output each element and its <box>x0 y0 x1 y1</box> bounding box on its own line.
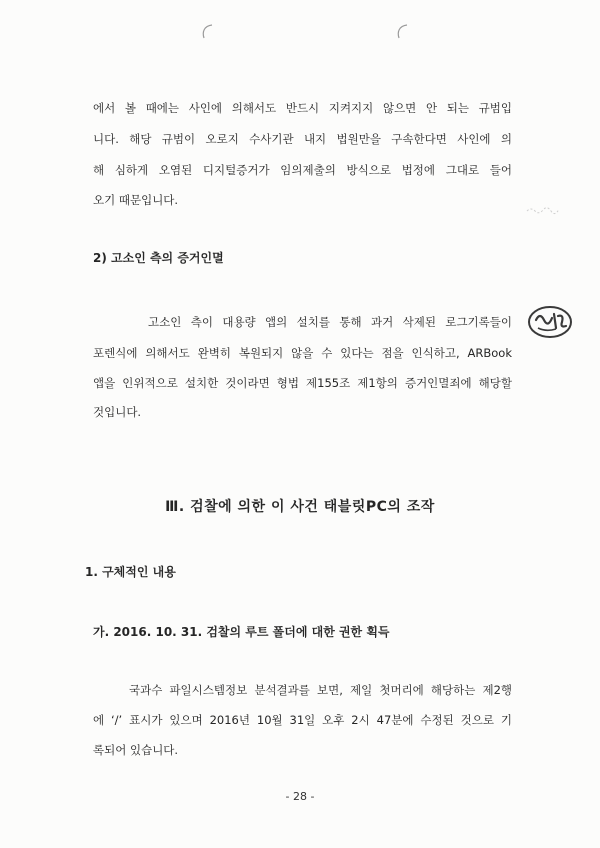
paragraph-3-line-2: 에 ‘/’ 표시가 있으며 2016년 10월 31일 오후 2시 47분에 수정된 것으로 기 <box>93 713 512 727</box>
paragraph-1-line-1: 에서 볼 때에는 사인에 의해서도 반드시 지켜지지 않으면 안 되는 규범입 <box>93 101 512 115</box>
item-title: 가. 2016. 10. 31. 검찰의 루트 폴더에 대한 권한 획득 <box>93 625 390 639</box>
punch-hole-mark-icon <box>393 22 413 42</box>
paragraph-1-line-3: 해 심하게 오염된 디지털증거가 임의제출의 방식으로 법정에 그대로 들어 <box>93 163 512 177</box>
heading-accuser-evidence-destruction: 2) 고소인 측의 증거인멸 <box>93 251 224 265</box>
paragraph-3-line-1: 국과수 파일시스템정보 분석결과를 보면, 제일 첫머리에 해당하는 제2행 <box>129 683 512 697</box>
paragraph-1-line-2: 니다. 해당 규범이 오로지 수사기관 내지 법원만을 구속한다면 사인에 의 <box>93 132 512 146</box>
section-title: Ⅲ. 검찰에 의한 이 사건 태블릿PC의 조작 <box>165 499 435 515</box>
paragraph-2-line-1: 고소인 측이 대용량 앱의 설치를 통해 과거 삭제된 로그기록들이 <box>148 315 512 329</box>
page-number: - 28 - <box>285 790 315 803</box>
paragraph-2-line-4: 것입니다. <box>93 405 142 419</box>
subsection-title: 1. 구체적인 내용 <box>85 565 176 579</box>
paragraph-3-line-3: 록되어 있습니다. <box>93 743 179 757</box>
scan-smudge-icon <box>525 204 561 216</box>
paragraph-2-line-2: 포렌식에 의해서도 완벽히 복원되지 않을 수 있다는 점을 인식하고, ARBook <box>93 346 512 360</box>
punch-hole-mark-icon <box>198 22 218 42</box>
paragraph-2-line-3: 앱을 인위적으로 설치한 것이라면 형법 제155조 제1항의 증거인멸죄에 해당할 <box>93 376 512 390</box>
seal-stamp-icon <box>526 302 574 342</box>
paragraph-1-line-4: 오기 때문입니다. <box>93 193 179 207</box>
